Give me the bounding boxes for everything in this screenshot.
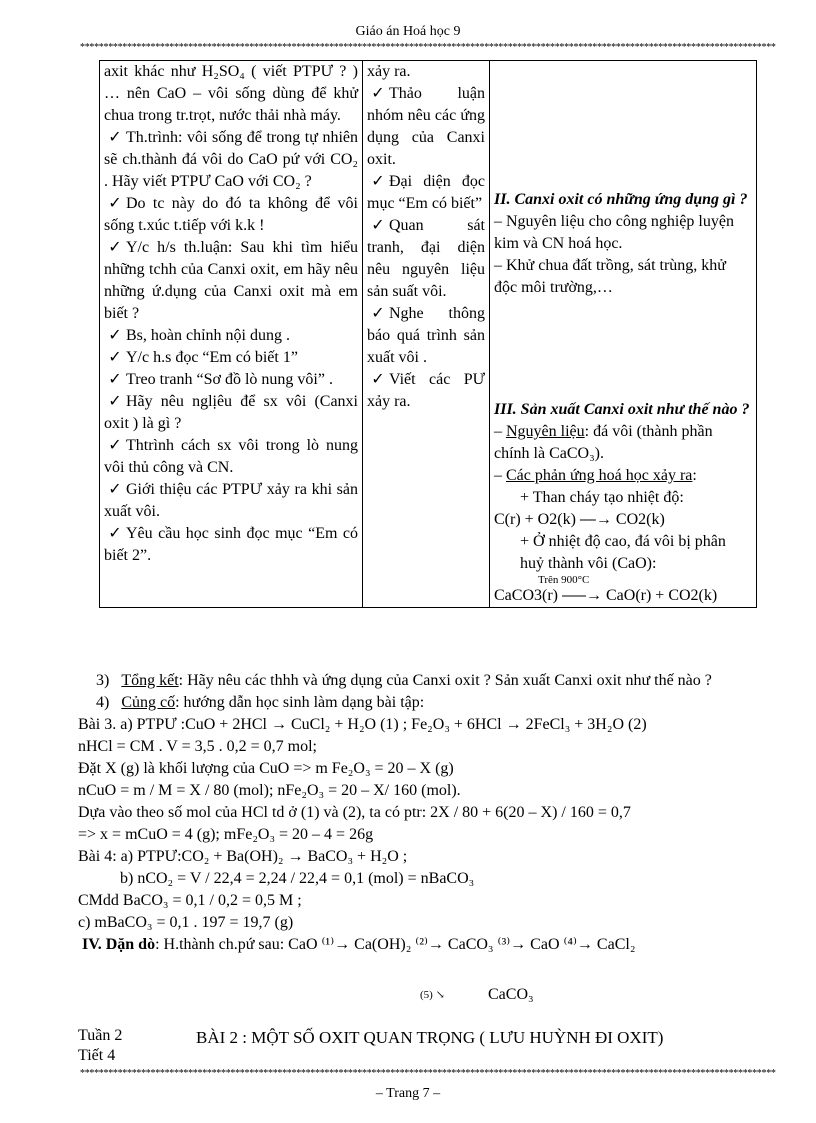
exercise-line: c) mBaCO₃ = 0,1 . 197 = 19,7 (g) [78, 914, 294, 931]
reaction-5-product: CaCO₃ [488, 986, 534, 1003]
reaction-5-arrow: (5) ↘ [420, 989, 445, 1001]
check-icon: ✓ [371, 85, 385, 102]
reinforce: 4) Củng cố: hướng dẫn học sinh làm dạng bài tập: [96, 694, 425, 711]
reactions-label: – Các phản ứng hoá học xảy ra: [494, 467, 697, 484]
section-heading-production: III. Sản xuất Canxi oxit như thế nào ? [494, 401, 750, 418]
col2-item-3: ✓ Nghe thông báo quá trình sản xuất vôi . [367, 305, 485, 366]
col1-item-9: ✓ Giới thiệu các PTPƯ xảy ra khi sản xuất vôi. [104, 481, 358, 520]
student-activity-column [363, 61, 490, 608]
next-lesson-title: BÀI 2 : MỘT SỐ OXIT QUAN TRỌNG ( LƯU HUỲNH ĐI OXIT) [196, 1028, 664, 1047]
equation-2: CaCO3(r) ⎯⎯⎯→ CaO(r) + CO2(k) [494, 587, 718, 604]
check-icon: ✓ [108, 371, 122, 388]
page-number: – Trang 7 – [375, 1086, 441, 1101]
exercise-line: Bài 4: a) PTPƯ:CO₂ + Ba(OH)₂ → BaCO₃ + H₂O ; [78, 848, 408, 865]
use-item-1: – Nguyên liệu cho công nghiệp luyện kim và CN hoá học. [494, 213, 734, 252]
star-divider-top: **************************************************************************************************************************************************** [80, 42, 776, 53]
exercise-line: nHCl = CM . V = 3,5 . 0,2 = 0,7 mol; [78, 738, 317, 755]
homework: IV. Dặn dò: H.thành ch.pứ sau: CaO ⁽¹⁾→ Ca(OH)₂ ⁽²⁾→ CaCO₃ ⁽³⁾→ CaO ⁽⁴⁾→ CaCl₂ [82, 936, 636, 953]
check-icon: ✓ [371, 173, 385, 190]
check-icon: ✓ [371, 305, 385, 322]
exercise-line: => x = mCuO = 4 (g); mFe₂O₃ = 20 – 4 = 26g [78, 826, 374, 843]
summary: 3) Tổng kết: Hãy nêu các thhh và ứng dụng của Canxi oxit ? Sản xuất Canxi oxit như thế nào ? [96, 672, 712, 689]
check-icon: ✓ [108, 239, 122, 256]
star-divider-bottom: **************************************************************************************************************************************************** [80, 1068, 776, 1079]
temp-label: Trên 900°C [538, 574, 590, 586]
col2-item-2: ✓ Quan sát tranh, đại diện nêu nguyên liệu sản suất vôi. [367, 217, 485, 300]
col2-first: xảy ra. [367, 63, 411, 80]
exercise-line: CMdd BaCO₃ = 0,1 / 0,2 = 0,5 M ; [78, 892, 302, 909]
check-icon: ✓ [108, 327, 122, 344]
carbon-burn: + Than cháy tạo nhiệt độ: [520, 489, 684, 506]
col1-item-2: ✓ Do tc này do đó ta không để vôi sống t.xúc t.tiếp với k.k ! [104, 195, 358, 234]
lesson-body [78, 670, 784, 956]
equation-1: C(r) + O2(k) ⎯⎯→ CO2(k) [494, 511, 665, 528]
check-icon: ✓ [108, 393, 122, 410]
col1-item-7: ✓ Hãy nêu nglịêu để sx vôi (Canxi oxit ) là gì ? [104, 393, 358, 432]
exercise-line: Bài 3. a) PTPƯ :CuO + 2HCl → CuCl₂ + H₂O (1) ; Fe₂O₃ + 6HCl → 2FeCl₃ + 3H₂O (2) [78, 716, 647, 733]
exercise-line: b) nCO₂ = V / 22,4 = 2,24 / 22,4 = 0,1 (mol) = nBaCO₃ [120, 870, 475, 887]
check-icon: ✓ [371, 217, 385, 234]
exercise-line: Dựa vào theo số mol của HCl td ở (1) và (2), ta có ptr: 2X / 80 + 6(20 – X) / 160 = 0,7 [78, 804, 631, 821]
high-temp: + Ở nhiệt độ cao, đá vôi bị phân huỷ thành vôi (CaO): [520, 533, 726, 572]
col1-item-4: ✓ Bs, hoàn chỉnh nội dung . [104, 325, 358, 347]
col1-item-5: ✓ Y/c h.s đọc “Em có biết 1” [104, 347, 358, 369]
content-column [490, 61, 757, 608]
col1-item-8: ✓ Thtrình cách sx vôi trong lò nung vôi thủ công và CN. [104, 437, 358, 476]
raw-material: – Nguyên liệu: đá vôi (thành phần chính là CaCO₃). [494, 423, 713, 462]
lesson-table [99, 60, 757, 608]
check-icon: ✓ [108, 525, 122, 542]
col1-item-0: axit khác như H₂SO₄ ( viết PTPƯ ? ) … nên CaO – vôi sống dùng để khử chua trong tr.trọt, nước thải nhà máy. [104, 63, 358, 124]
week-period: Tuần 2 Tiết 4 [78, 1027, 123, 1064]
exercise-line: nCuO = m / M = X / 80 (mol); nFe₂O₃ = 20 – X/ 160 (mol). [78, 782, 461, 799]
check-icon: ✓ [108, 195, 122, 212]
check-icon: ✓ [108, 437, 122, 454]
col2-item-0: ✓ Thảo luận nhóm nêu các ứng dụng của Canxi oxit. [367, 85, 485, 168]
check-icon: ✓ [108, 481, 122, 498]
col2-item-1: ✓ Đại diện đọc mục “Em có biết” [367, 173, 485, 212]
page-header: Giáo án Hoá học 9 [355, 24, 461, 39]
col1-item-1: ✓ Th.trình: vôi sống để trong tự nhiên sẽ ch.thành đá vôi do CaO pứ với CO₂ . Hãy viết PTPƯ CaO với CO₂ ? [104, 129, 358, 190]
col1-item-3: ✓ Y/c h/s th.luận: Sau khi tìm hiểu những tchh của Canxi oxit, em hãy nêu những ứ.dụng của Canxi oxit mà em biết ? [104, 239, 358, 322]
check-icon: ✓ [371, 371, 385, 388]
col2-item-4: ✓ Viết các PƯ xảy ra. [367, 371, 485, 410]
col1-item-6: ✓ Treo tranh “Sơ đồ lò nung vôi” . [104, 369, 358, 391]
use-item-2: – Khử chua đất trồng, sát trùng, khử độc môi trường,… [494, 257, 726, 296]
teacher-activity-column [100, 61, 363, 608]
section-heading-uses: II. Canxi oxit có những ứng dụng gì ? [494, 191, 748, 208]
check-icon: ✓ [108, 349, 122, 366]
check-icon: ✓ [108, 129, 122, 146]
exercise-line: Đặt X (g) là khối lượng của CuO => m Fe₂O₃ = 20 – X (g) [78, 760, 454, 777]
col1-item-10: ✓ Yêu cầu học sinh đọc mục “Em có biết 2”. [104, 525, 358, 564]
